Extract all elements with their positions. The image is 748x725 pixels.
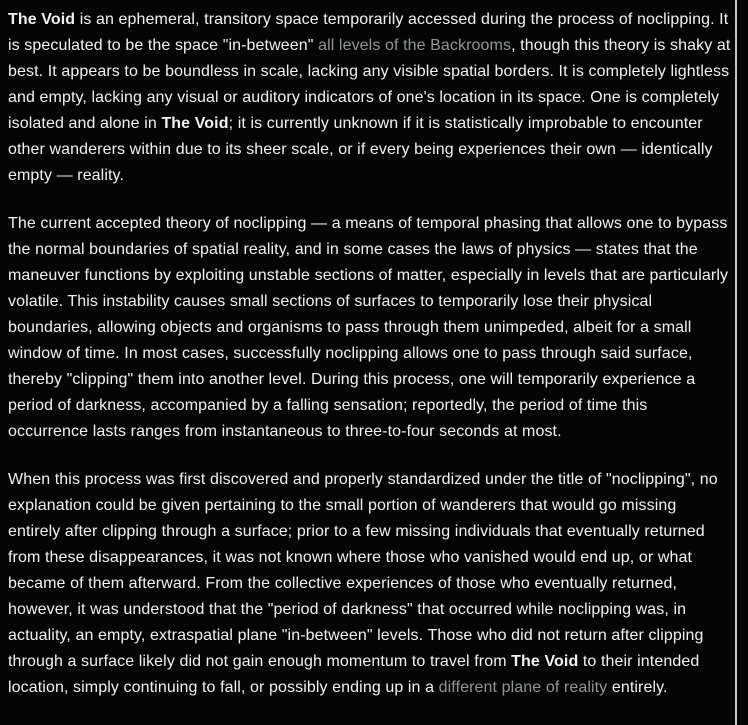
vertical-divider: [735, 0, 737, 725]
body-text: to their intended location, simply continuing to fall, or possibly ending up in a: [8, 653, 700, 696]
bold-the-void: The Void: [511, 653, 579, 670]
paragraph-discovery-history: [8, 467, 732, 701]
paragraph-noclipping-theory: [8, 211, 732, 445]
body-text: When this process was first discovered and properly standardized under the title of "noclipping", no explanation could be given pertaining to the small portion of wanderers that would go missing entirely after clipping through a surface; prior to a few missing individuals that eventually returned from these disappearances, it was not known where those who vanished would end up, or what became of them afterward. From the collective experiences of those who eventually returned, however, it was understood that the "period of darkness" that occurred while noclipping was, in actuality, an empty, extraspatial plane "in-between" levels. Those who did not return after clipping through a surface likely did not gain enough momentum to travel from: [8, 471, 718, 670]
body-text: is an ephemeral, transitory space temporarily accessed during the process of noclipping. It is speculated to be the space "in-between": [8, 11, 729, 54]
body-text: ; it is currently unknown if it is statistically improbable to encounter other wanderers within due to its sheer scale, or if every being experiences their own — identically empty — reality.: [8, 115, 713, 184]
link-different-plane-of-reality[interactable]: different plane of reality: [438, 679, 608, 696]
body-text: , though this theory is shaky at best. It appears to be boundless in scale, lacking any visible spatial borders. It is completely lightless and empty, lacking any visual or auditory indicators of one's location in its space. One is completely isolated and alone in: [8, 37, 731, 132]
link-all-levels-of-the-backrooms[interactable]: all levels of the Backrooms: [318, 37, 512, 54]
paragraph-the-void-intro: [8, 7, 732, 189]
body-text: entirely.: [607, 679, 668, 696]
body-text: The current accepted theory of noclipping — a means of temporal phasing that allows one to bypass the normal boundaries of spatial reality, and in some cases the laws of physics — states that the maneuver functions by exploiting unstable sections of matter, especially in levels that are particularly volatile. This instability causes small sections of surfaces to temporarily lose their physical boundaries, allowing objects and organisms to pass through them unimpeded, albeit for a small window of time. In most cases, successfully noclipping allows one to pass through said surface, thereby "clipping" them into another level. During this process, one will temporarily experience a period of darkness, accompanied by a falling sensation; reportedly, the period of time this occurrence lasts ranges from instantaneous to three-to-four seconds at most.: [8, 215, 729, 440]
bold-the-void: The Void: [8, 11, 76, 28]
bold-the-void: The Void: [161, 115, 229, 132]
